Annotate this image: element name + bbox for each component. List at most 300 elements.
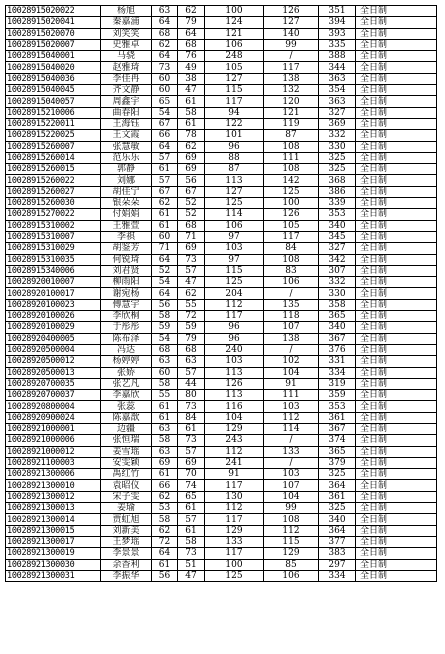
score-4-cell: 112: [264, 412, 319, 423]
table-row: [6, 85, 437, 96]
total-cell: 394: [319, 17, 356, 28]
score-4-cell: 103: [264, 469, 319, 480]
score-4-cell: 118: [264, 311, 319, 322]
score-2-cell: 74: [178, 480, 205, 491]
score-2-cell: 68: [178, 344, 205, 355]
name-cell: 刘君贤: [101, 265, 152, 276]
score-3-cell: 113: [205, 390, 264, 401]
score-1-cell: 64: [152, 17, 178, 28]
score-4-cell: 108: [264, 164, 319, 175]
score-1-cell: 64: [152, 548, 178, 559]
total-cell: 307: [319, 265, 356, 276]
name-cell: 张恒瑞: [101, 435, 152, 446]
table-row: [6, 130, 437, 141]
name-cell: 张慧敏: [101, 141, 152, 152]
study-mode-cell: 全日制: [356, 141, 437, 152]
study-mode-cell: 全日制: [356, 356, 437, 367]
table-row: [6, 491, 437, 502]
study-mode-cell: 全日制: [356, 390, 437, 401]
score-4-cell: 104: [264, 491, 319, 502]
exam-id-cell: 10028915260022: [6, 175, 101, 186]
study-mode-cell: 全日制: [356, 536, 437, 547]
study-mode-cell: 全日制: [356, 299, 437, 310]
name-cell: 禹红竹: [101, 469, 152, 480]
table-row: [6, 186, 437, 197]
score-4-cell: 140: [264, 28, 319, 39]
total-cell: 359: [319, 390, 356, 401]
score-1-cell: 73: [152, 62, 178, 73]
score-1-cell: 60: [152, 231, 178, 242]
study-mode-cell: 全日制: [356, 559, 437, 570]
score-3-cell: 125: [205, 570, 264, 581]
study-mode-cell: 全日制: [356, 164, 437, 175]
table-row: [6, 277, 437, 288]
name-cell: 李景景: [101, 548, 152, 559]
score-2-cell: 51: [178, 559, 205, 570]
study-mode-cell: 全日制: [356, 265, 437, 276]
study-mode-cell: 全日制: [356, 435, 437, 446]
table-row: [6, 243, 437, 254]
total-cell: 388: [319, 51, 356, 62]
name-cell: 姜雪瑶: [101, 446, 152, 457]
name-cell: 姜瑜: [101, 503, 152, 514]
score-3-cell: 127: [205, 73, 264, 84]
exam-id-cell: 10028920700037: [6, 390, 101, 401]
score-3-cell: 243: [205, 435, 264, 446]
score-2-cell: 62: [178, 288, 205, 299]
score-1-cell: 53: [152, 503, 178, 514]
study-mode-cell: 全日制: [356, 198, 437, 209]
table-row: [6, 390, 437, 401]
score-3-cell: 114: [205, 209, 264, 220]
total-cell: 344: [319, 62, 356, 73]
score-3-cell: 241: [205, 457, 264, 468]
score-1-cell: 63: [152, 356, 178, 367]
score-1-cell: 63: [152, 6, 178, 17]
score-4-cell: 85: [264, 559, 319, 570]
table-row: [6, 311, 437, 322]
study-mode-cell: 全日制: [356, 401, 437, 412]
score-1-cell: 61: [152, 164, 178, 175]
exam-id-cell: 10028921300013: [6, 503, 101, 514]
table-row: [6, 344, 437, 355]
score-3-cell: 112: [205, 446, 264, 457]
total-cell: 368: [319, 175, 356, 186]
score-3-cell: 105: [205, 62, 264, 73]
score-3-cell: 100: [205, 559, 264, 570]
exam-id-cell: 10028915220011: [6, 118, 101, 129]
study-mode-cell: 全日制: [356, 254, 437, 265]
score-4-cell: 138: [264, 333, 319, 344]
score-2-cell: 49: [178, 62, 205, 73]
score-3-cell: 88: [205, 152, 264, 163]
total-cell: 319: [319, 378, 356, 389]
table-row: [6, 378, 437, 389]
name-cell: 刘笑笑: [101, 28, 152, 39]
exam-id-cell: 10028920100023: [6, 299, 101, 310]
name-cell: 袁昭仪: [101, 480, 152, 491]
score-4-cell: 126: [264, 209, 319, 220]
score-2-cell: 52: [178, 209, 205, 220]
score-4-cell: 112: [264, 525, 319, 536]
table-row: [6, 220, 437, 231]
score-1-cell: 54: [152, 107, 178, 118]
study-mode-cell: 全日制: [356, 344, 437, 355]
score-4-cell: 114: [264, 423, 319, 434]
score-2-cell: 47: [178, 570, 205, 581]
name-cell: 李振华: [101, 570, 152, 581]
exam-id-cell: 10028915260014: [6, 152, 101, 163]
table-row: [6, 356, 437, 367]
name-cell: 贾虹旭: [101, 514, 152, 525]
total-cell: 361: [319, 412, 356, 423]
total-cell: 332: [319, 130, 356, 141]
table-row: [6, 514, 437, 525]
score-3-cell: 87: [205, 164, 264, 175]
table-row: [6, 254, 437, 265]
score-2-cell: 69: [178, 152, 205, 163]
score-3-cell: 129: [205, 525, 264, 536]
score-2-cell: 52: [178, 198, 205, 209]
table-row: [6, 175, 437, 186]
total-cell: 367: [319, 333, 356, 344]
score-2-cell: 47: [178, 85, 205, 96]
score-1-cell: 60: [152, 73, 178, 84]
score-4-cell: 105: [264, 220, 319, 231]
study-mode-cell: 全日制: [356, 469, 437, 480]
score-table-body: [6, 6, 437, 582]
score-3-cell: 126: [205, 378, 264, 389]
total-cell: 325: [319, 503, 356, 514]
score-3-cell: 116: [205, 401, 264, 412]
total-cell: 364: [319, 480, 356, 491]
score-1-cell: 66: [152, 480, 178, 491]
score-1-cell: 72: [152, 536, 178, 547]
study-mode-cell: 全日制: [356, 186, 437, 197]
table-row: [6, 96, 437, 107]
study-mode-cell: 全日制: [356, 96, 437, 107]
score-4-cell: 127: [264, 17, 319, 28]
score-4-cell: 106: [264, 570, 319, 581]
score-1-cell: 62: [152, 525, 178, 536]
table-row: [6, 525, 437, 536]
score-2-cell: 57: [178, 367, 205, 378]
study-mode-cell: 全日制: [356, 243, 437, 254]
total-cell: 354: [319, 85, 356, 96]
score-1-cell: 62: [152, 39, 178, 50]
total-cell: 374: [319, 435, 356, 446]
score-4-cell: 107: [264, 322, 319, 333]
total-cell: 332: [319, 277, 356, 288]
score-1-cell: 60: [152, 85, 178, 96]
study-mode-cell: 全日制: [356, 51, 437, 62]
score-1-cell: 58: [152, 311, 178, 322]
name-cell: 王文霞: [101, 130, 152, 141]
score-4-cell: 106: [264, 277, 319, 288]
total-cell: 364: [319, 525, 356, 536]
score-1-cell: 63: [152, 423, 178, 434]
total-cell: 335: [319, 39, 356, 50]
score-2-cell: 61: [178, 423, 205, 434]
total-cell: 376: [319, 344, 356, 355]
exam-id-cell: 10028921300017: [6, 536, 101, 547]
score-4-cell: 115: [264, 536, 319, 547]
name-cell: 张蕊: [101, 401, 152, 412]
score-2-cell: 71: [178, 231, 205, 242]
score-2-cell: 78: [178, 130, 205, 141]
name-cell: 胡鉴芳: [101, 243, 152, 254]
exam-id-cell: 10028915310035: [6, 254, 101, 265]
exam-id-cell: 10028921300006: [6, 469, 101, 480]
study-mode-cell: 全日制: [356, 503, 437, 514]
name-cell: 何锐琦: [101, 254, 152, 265]
exam-id-cell: 10028920900024: [6, 412, 101, 423]
score-1-cell: 58: [152, 435, 178, 446]
score-3-cell: 104: [205, 412, 264, 423]
score-3-cell: 117: [205, 514, 264, 525]
study-mode-cell: 全日制: [356, 288, 437, 299]
name-cell: 张艺凡: [101, 378, 152, 389]
total-cell: 327: [319, 107, 356, 118]
score-1-cell: 67: [152, 118, 178, 129]
total-cell: 330: [319, 288, 356, 299]
score-3-cell: 106: [205, 39, 264, 50]
table-row: [6, 333, 437, 344]
score-2-cell: 64: [178, 28, 205, 39]
score-1-cell: 67: [152, 186, 178, 197]
table-row: [6, 73, 437, 84]
score-3-cell: 129: [205, 423, 264, 434]
score-table: [5, 5, 437, 582]
exam-id-cell: 10028915020070: [6, 28, 101, 39]
score-4-cell: 125: [264, 186, 319, 197]
score-3-cell: 103: [205, 356, 264, 367]
table-row: [6, 570, 437, 581]
total-cell: 334: [319, 570, 356, 581]
exam-id-cell: 10028921300030: [6, 559, 101, 570]
score-3-cell: 133: [205, 536, 264, 547]
score-1-cell: 56: [152, 570, 178, 581]
score-1-cell: 57: [152, 152, 178, 163]
score-1-cell: 61: [152, 469, 178, 480]
name-cell: 陈布泽: [101, 333, 152, 344]
score-3-cell: 124: [205, 17, 264, 28]
study-mode-cell: 全日制: [356, 322, 437, 333]
name-cell: 李欣桐: [101, 311, 152, 322]
score-3-cell: 127: [205, 186, 264, 197]
exam-id-cell: 10028915340006: [6, 265, 101, 276]
score-1-cell: 52: [152, 265, 178, 276]
score-1-cell: 61: [152, 412, 178, 423]
score-2-cell: 69: [178, 457, 205, 468]
name-cell: 李佳冉: [101, 73, 152, 84]
table-row: [6, 198, 437, 209]
study-mode-cell: 全日制: [356, 152, 437, 163]
study-mode-cell: 全日制: [356, 514, 437, 525]
score-2-cell: 62: [178, 6, 205, 17]
table-row: [6, 62, 437, 73]
study-mode-cell: 全日制: [356, 525, 437, 536]
exam-id-cell: 10028921100003: [6, 457, 101, 468]
exam-id-cell: 10028915040036: [6, 73, 101, 84]
table-row: [6, 401, 437, 412]
score-1-cell: 56: [152, 299, 178, 310]
score-1-cell: 61: [152, 220, 178, 231]
exam-id-cell: 10028920500004: [6, 344, 101, 355]
score-4-cell: /: [264, 288, 319, 299]
table-row: [6, 39, 437, 50]
study-mode-cell: 全日制: [356, 491, 437, 502]
score-2-cell: 69: [178, 243, 205, 254]
score-3-cell: 96: [205, 333, 264, 344]
score-1-cell: 69: [152, 457, 178, 468]
name-cell: 谢宛杨: [101, 288, 152, 299]
score-1-cell: 66: [152, 130, 178, 141]
score-4-cell: /: [264, 344, 319, 355]
table-row: [6, 559, 437, 570]
exam-id-cell: 10028921300012: [6, 491, 101, 502]
score-3-cell: 125: [205, 198, 264, 209]
study-mode-cell: 全日制: [356, 378, 437, 389]
table-row: [6, 107, 437, 118]
total-cell: 363: [319, 73, 356, 84]
score-4-cell: 117: [264, 62, 319, 73]
score-2-cell: 73: [178, 401, 205, 412]
score-2-cell: 73: [178, 548, 205, 559]
total-cell: 365: [319, 446, 356, 457]
total-cell: 325: [319, 164, 356, 175]
score-2-cell: 67: [178, 186, 205, 197]
score-2-cell: 68: [178, 39, 205, 50]
score-4-cell: 126: [264, 6, 319, 17]
total-cell: 377: [319, 536, 356, 547]
score-3-cell: 204: [205, 288, 264, 299]
total-cell: 353: [319, 401, 356, 412]
exam-id-cell: 10028915040057: [6, 96, 101, 107]
score-3-cell: 112: [205, 503, 264, 514]
score-1-cell: 54: [152, 277, 178, 288]
score-4-cell: 99: [264, 503, 319, 514]
total-cell: 327: [319, 243, 356, 254]
score-4-cell: 133: [264, 446, 319, 457]
total-cell: 297: [319, 559, 356, 570]
total-cell: 339: [319, 198, 356, 209]
score-3-cell: 113: [205, 175, 264, 186]
table-row: [6, 51, 437, 62]
exam-id-cell: 10028920100017: [6, 288, 101, 299]
score-2-cell: 69: [178, 164, 205, 175]
total-cell: 393: [319, 28, 356, 39]
table-row: [6, 118, 437, 129]
study-mode-cell: 全日制: [356, 480, 437, 491]
score-2-cell: 79: [178, 333, 205, 344]
score-4-cell: /: [264, 435, 319, 446]
score-1-cell: 59: [152, 322, 178, 333]
exam-id-cell: 10028920100029: [6, 322, 101, 333]
table-row: [6, 412, 437, 423]
exam-id-cell: 10028915310007: [6, 231, 101, 242]
name-cell: 史雅卓: [101, 39, 152, 50]
name-cell: 刘新美: [101, 525, 152, 536]
table-row: [6, 480, 437, 491]
score-2-cell: 70: [178, 469, 205, 480]
study-mode-cell: 全日制: [356, 130, 437, 141]
score-2-cell: 61: [178, 525, 205, 536]
score-2-cell: 57: [178, 265, 205, 276]
study-mode-cell: 全日制: [356, 175, 437, 186]
score-2-cell: 63: [178, 356, 205, 367]
score-2-cell: 58: [178, 536, 205, 547]
score-2-cell: 44: [178, 378, 205, 389]
score-2-cell: 61: [178, 96, 205, 107]
study-mode-cell: 全日制: [356, 277, 437, 288]
score-2-cell: 55: [178, 299, 205, 310]
score-4-cell: 103: [264, 401, 319, 412]
study-mode-cell: 全日制: [356, 28, 437, 39]
table-row: [6, 231, 437, 242]
study-mode-cell: 全日制: [356, 6, 437, 17]
study-mode-cell: 全日制: [356, 17, 437, 28]
score-3-cell: 115: [205, 265, 264, 276]
score-3-cell: 117: [205, 96, 264, 107]
score-2-cell: 38: [178, 73, 205, 84]
exam-id-cell: 10028920010007: [6, 277, 101, 288]
total-cell: 386: [319, 186, 356, 197]
score-2-cell: 73: [178, 254, 205, 265]
exam-id-cell: 10028921300015: [6, 525, 101, 536]
score-4-cell: 111: [264, 390, 319, 401]
total-cell: 351: [319, 6, 356, 17]
name-cell: 杨婷婷: [101, 356, 152, 367]
total-cell: 331: [319, 356, 356, 367]
study-mode-cell: 全日制: [356, 209, 437, 220]
study-mode-cell: 全日制: [356, 412, 437, 423]
table-row: [6, 367, 437, 378]
exam-id-cell: 10028915020041: [6, 17, 101, 28]
exam-id-cell: 10028915260030: [6, 198, 101, 209]
score-3-cell: 112: [205, 299, 264, 310]
study-mode-cell: 全日制: [356, 548, 437, 559]
score-1-cell: 64: [152, 51, 178, 62]
table-row: [6, 548, 437, 559]
score-1-cell: 57: [152, 175, 178, 186]
score-3-cell: 122: [205, 118, 264, 129]
study-mode-cell: 全日制: [356, 367, 437, 378]
score-1-cell: 58: [152, 514, 178, 525]
exam-id-cell: 10028920500013: [6, 367, 101, 378]
exam-id-cell: 10028921300010: [6, 480, 101, 491]
total-cell: 365: [319, 311, 356, 322]
score-2-cell: 56: [178, 175, 205, 186]
exam-id-cell: 10028921300019: [6, 548, 101, 559]
name-cell: 秦嘉浦: [101, 17, 152, 28]
total-cell: 367: [319, 423, 356, 434]
score-2-cell: 73: [178, 435, 205, 446]
score-4-cell: 102: [264, 356, 319, 367]
score-1-cell: 61: [152, 401, 178, 412]
score-4-cell: 84: [264, 243, 319, 254]
score-1-cell: 58: [152, 378, 178, 389]
table-row: [6, 322, 437, 333]
score-4-cell: 87: [264, 130, 319, 141]
score-2-cell: 79: [178, 17, 205, 28]
table-row: [6, 17, 437, 28]
study-mode-cell: 全日制: [356, 311, 437, 322]
score-3-cell: 240: [205, 344, 264, 355]
score-3-cell: 103: [205, 243, 264, 254]
total-cell: 361: [319, 491, 356, 502]
table-row: [6, 209, 437, 220]
